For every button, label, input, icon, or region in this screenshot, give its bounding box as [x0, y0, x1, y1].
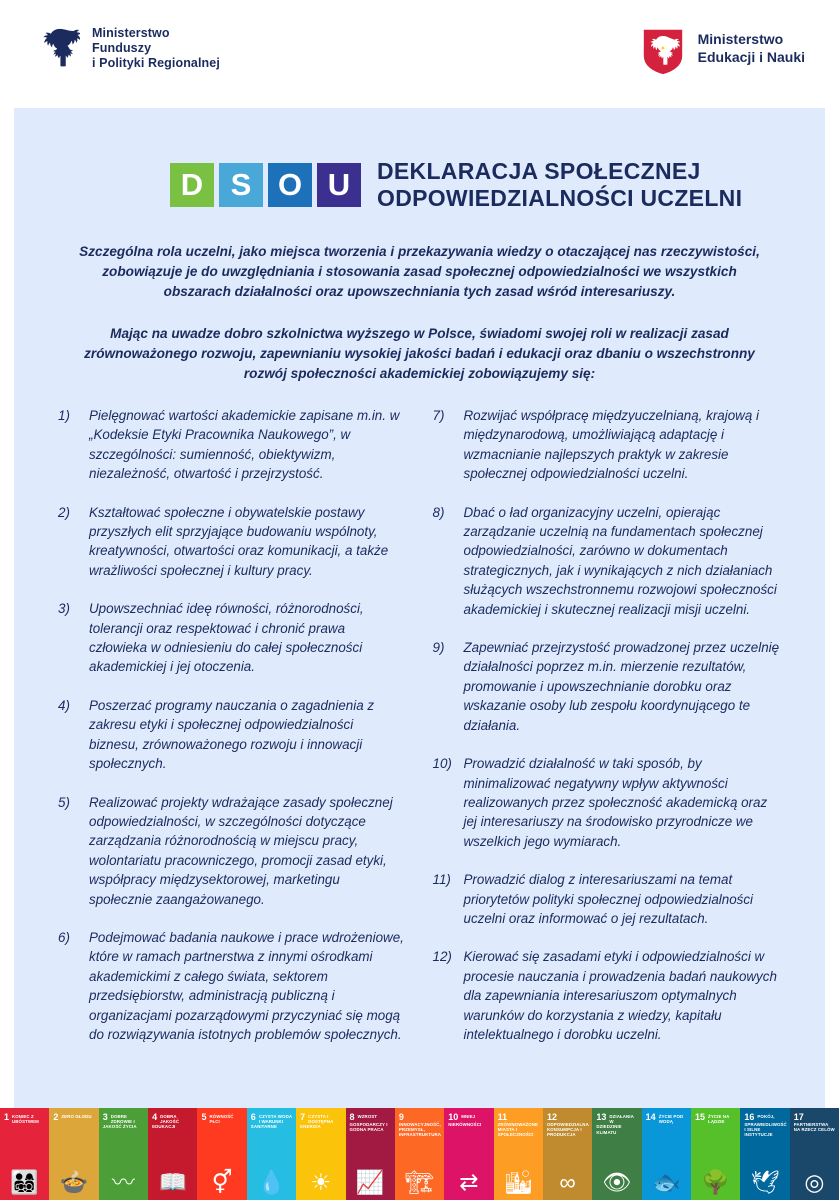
- document-header: [0, 0, 839, 100]
- item-number: 11): [432, 872, 451, 888]
- list-item: [58, 503, 407, 581]
- sdg-goal-label: INNOWACYJNOŚĆ, PRZEMYSŁ, INFRASTRUKTURA: [398, 1122, 442, 1138]
- page-title: [377, 158, 742, 212]
- list-item: [433, 870, 782, 928]
- sdg-goal-16: [740, 1108, 789, 1200]
- sdg-goal-icon: 💧: [257, 1169, 286, 1195]
- item-number: 5): [58, 794, 70, 810]
- sdg-goal-number: 5: [201, 1112, 207, 1122]
- sdg-goal-number: 2: [53, 1112, 59, 1122]
- list-item: [433, 754, 782, 851]
- item-text: Realizować projekty wdrażające zasady społecznej odpowiedzialności, w szczególności dotyczące zarządzania różnorodnością w miejscu pracy, wolontariatu pracowniczego, promocji zasad etyki, współpracy międzysektorowej, marketingu społecznie zaangażowanego.: [89, 794, 393, 907]
- sdg-goal-label: KONIEC Z UBÓSTWEM: [12, 1114, 39, 1125]
- item-text: Upowszechniać ideę równości, różnorodności, tolerancji oraz respektować i chronić prawa człowieka w odniesieniu do całej społeczności akademickiej i jej otoczenia.: [89, 601, 364, 675]
- sdg-goal-icon: 🍲: [59, 1169, 89, 1195]
- ministry-funds-name: [92, 26, 220, 71]
- sdg-goal-number: 14: [645, 1112, 656, 1122]
- dsou-letter-d: D: [170, 163, 214, 207]
- sdg-goal-12: [543, 1108, 592, 1200]
- sdg-goal-3: [99, 1108, 148, 1200]
- sdg-goal-5: [197, 1108, 246, 1200]
- item-text: Rozwijać współpracę międzyuczelnianą, krajową i międzynarodową, umożliwiającą adaptację i wzmacnianie najlepszych praktyk w zakresie społecznej odpowiedzialności uczelni.: [463, 408, 759, 482]
- sdg-goal-label: POKÓJ, SPRAWIEDLIWOŚĆ I SILNE INSTYTUCJE: [744, 1114, 787, 1138]
- item-number: 9): [432, 640, 445, 656]
- sdg-goal-number: 12: [546, 1112, 557, 1122]
- sdg-goal-number: 8: [349, 1112, 355, 1122]
- sdg-goal-number: 11: [497, 1112, 508, 1122]
- ministry-funds-line2: Funduszy: [92, 41, 152, 55]
- list-item: [58, 406, 407, 484]
- list-item: [433, 503, 782, 619]
- sdg-goal-label: CZYSTA I DOSTĘPNA ENERGIA: [300, 1114, 334, 1130]
- commitments-list-right: [433, 406, 782, 1044]
- sdg-goal-14: [642, 1108, 691, 1200]
- sdg-goal-icon: 🏙: [503, 1169, 533, 1195]
- sdg-goal-number: 4: [152, 1112, 158, 1122]
- item-number: 12): [432, 949, 452, 965]
- sdg-goal-7: [296, 1108, 345, 1200]
- item-text: Dbać o ład organizacyjny uczelni, opierając zarządzanie uczelnią na fundamentach społecznej odpowiedzialności, zarówno w dokumentach strategicznych, jak i wynikających z nich działaniach służących wszechstronnemu rozwojowi społeczności akademickiej i skutecznej realizacji misji uczelni.: [463, 504, 777, 617]
- item-number: 7): [432, 408, 445, 423]
- ministry-education-name: [698, 26, 805, 66]
- sdg-goal-number: 9: [398, 1112, 404, 1122]
- sdg-goal-number: 15: [695, 1112, 706, 1122]
- ministry-education-line2: Edukacji i Nauki: [697, 49, 805, 65]
- ministry-education-line1: Ministerstwo: [697, 31, 784, 47]
- dsou-letter-u: U: [317, 163, 361, 207]
- item-number: 1): [58, 408, 70, 423]
- dsou-letter-o: O: [268, 163, 312, 207]
- sdg-goal-10: [444, 1108, 493, 1200]
- sdg-goal-2: [49, 1108, 98, 1200]
- dsou-logo: [170, 163, 361, 207]
- sdg-goals-strip: [0, 1108, 839, 1200]
- sdg-goal-icon: ☀: [310, 1169, 332, 1195]
- sdg-goal-number: 17: [793, 1112, 804, 1122]
- sdg-goal-icon: 📈: [355, 1169, 385, 1195]
- sdg-goal-9: [395, 1108, 444, 1200]
- list-item: [58, 696, 407, 774]
- sdg-goal-number: 16: [744, 1112, 755, 1122]
- sdg-goal-icon: 👨‍👩‍👧‍👦: [10, 1169, 39, 1195]
- page-title-line1: DEKLARACJA SPOŁECZNEJ: [377, 158, 701, 184]
- item-text: Prowadzić dialog z interesariuszami na temat priorytetów polityki społecznej odpowiedzialności uczelni oraz informować o jej rezultatach.: [463, 872, 754, 926]
- list-item: [433, 947, 782, 1044]
- sdg-goal-label: ŻYCIE NA LĄDZIE: [708, 1114, 730, 1125]
- sdg-goal-number: 1: [4, 1112, 10, 1122]
- sdg-goal-icon: 〰: [111, 1169, 135, 1195]
- sdg-goal-icon: ◎: [804, 1169, 825, 1195]
- item-text: Kierować się zasadami etyki i odpowiedzialności w procesie nauczania i prowadzenia badań naukowych dla zapewniania interesariuszom optymalnych warunków do korzystania z wiedzy, kapitału intelektualnego i dorobku uczelni.: [463, 949, 777, 1042]
- sdg-goal-icon: ⚥: [211, 1169, 233, 1195]
- sdg-goal-1: [0, 1108, 49, 1200]
- list-item: [58, 599, 407, 677]
- sdg-goal-13: [592, 1108, 641, 1200]
- item-text: Prowadzić działalność w taki sposób, by minimalizować negatywny wpływ aktywności realizowanych przez społeczność akademicką oraz jej interesariuszy na środowisko przyrodnicze we wszelkich jego wymiarach.: [463, 756, 768, 849]
- page-title-line2: ODPOWIEDZIALNOŚCI UCZELNI: [377, 185, 743, 211]
- intro-paragraph-2: Mając na uwadze dobro szkolnictwa wyższego w Polsce, świadomi swojej roli w realizacji zasad zrównoważonego rozwoju, zapewnianiu wysokiej jakości badań i edukacji oraz dbaniu o wszechstronny rozwój społeczności akademickiej zobowiązujemy się:: [84, 326, 755, 381]
- item-number: 10): [432, 756, 452, 772]
- sdg-goal-number: 6: [250, 1112, 256, 1122]
- sdg-goal-label: RÓWNOŚĆ PŁCI: [209, 1114, 234, 1125]
- sdg-goal-number: 7: [300, 1112, 306, 1122]
- sdg-goal-icon: 🐟: [652, 1169, 681, 1195]
- sdg-goal-icon: ∞: [559, 1169, 576, 1195]
- sdg-goal-11: [494, 1108, 543, 1200]
- item-number: 2): [58, 504, 70, 520]
- sdg-goal-label: ZRÓWNOWAŻONE MIASTA I SPOŁECZNOŚCI: [497, 1122, 539, 1138]
- sdg-goal-17: [790, 1108, 839, 1200]
- sdg-goal-label: ODPOWIEDZIALNA KONSUMPCJA I PRODUKCJA: [546, 1122, 589, 1138]
- sdg-goal-label: PARTNERSTWA NA RZECZ CELÓW: [793, 1122, 835, 1133]
- sdg-goal-label: DOBRE ZDROWIE I JAKOŚĆ ŻYCIA: [102, 1114, 137, 1130]
- commitments-columns: [58, 406, 781, 1063]
- sdg-goal-icon: 🏗: [404, 1169, 435, 1195]
- sdg-goal-icon: 🕊: [750, 1169, 780, 1195]
- commitments-list-left: [58, 406, 407, 1044]
- sdg-goal-label: MNIEJ NIERÓWNOŚCI: [448, 1114, 482, 1127]
- item-text: Podejmować badania naukowe i prace wdrożeniowe, które w ramach partnerstwa z innymi ośrodkami akademickimi z całego świata, sektorem przedsiębiorstw, administracją publiczną i organizacjami pozarządowymi przyczyniać się mogą do rozwiązywania istotnych problemów społecznych.: [89, 929, 404, 1042]
- sdg-goal-6: [247, 1108, 296, 1200]
- list-item: [58, 928, 407, 1044]
- ministry-funds-line3: i Polityki Regionalnej: [92, 56, 220, 70]
- sdg-goal-label: WZROST GOSPODARCZY I GODNA PRACA: [349, 1114, 388, 1133]
- sdg-goal-label: ZERO GŁODU: [61, 1114, 92, 1119]
- sdg-goal-icon: 📖: [158, 1169, 188, 1195]
- ministry-funds-line1: Ministerstwo: [92, 26, 170, 40]
- ministry-funds-logo: [40, 26, 220, 72]
- item-text: Zapewniać przejrzystość prowadzonej przez uczelnię działalności poprzez m.in. mierzenie rezultatów, promowanie i upowszechnianie dorobku oraz wskazanie osoby lub zespołu koordynującego te działania.: [463, 640, 780, 733]
- sdg-goal-number: 3: [102, 1112, 108, 1122]
- sdg-goal-label: DOBRA JAKOŚĆ EDUKACJI: [152, 1114, 179, 1130]
- sdg-goal-icon: 👁: [602, 1169, 632, 1195]
- dsou-logo-row: [58, 158, 781, 212]
- list-item: [433, 406, 782, 484]
- declaration-panel: [14, 108, 825, 1108]
- item-number: 6): [58, 929, 70, 945]
- sdg-goal-4: [148, 1108, 197, 1200]
- sdg-goal-15: [691, 1108, 740, 1200]
- sdg-goal-8: [346, 1108, 395, 1200]
- polish-eagle-mono-icon: [40, 26, 80, 72]
- item-text: Pielęgnować wartości akademickie zapisane m.in. w „Kodeksie Etyki Pracownika Naukowego”, w szczególności: sumienność, obiektywizm, niezależność, otwartość i przejrzystość.: [89, 408, 400, 482]
- item-number: 8): [432, 504, 445, 520]
- commitments-column-right: [433, 406, 782, 1063]
- commitments-column-left: [58, 406, 407, 1063]
- sdg-goal-icon: 🌳: [701, 1169, 731, 1195]
- sdg-goal-label: CZYSTA WODA I WARUNKI SANITARNE: [250, 1114, 292, 1130]
- ministry-education-logo: [640, 26, 805, 76]
- list-item: [58, 793, 407, 909]
- item-text: Poszerzać programy nauczania o zagadnienia z zakresu etyki i społecznej odpowiedzialności biznesu, zrównoważonego rozwoju i innowacji społecznych.: [89, 697, 375, 772]
- item-text: Kształtować społeczne i obywatelskie postawy przyszłych elit sprzyjające budowaniu wspólnoty, kreatywności, otwartości oraz komunikacji, a także wrażliwości społecznej i kultury pracy.: [89, 504, 389, 578]
- sdg-goal-number: 13: [596, 1112, 607, 1122]
- intro-paragraph-1: Szczególna rola uczelni, jako miejsca tworzenia i przekazywania wiedzy o otaczającej nas rzeczywistości, zobowiązuje je do uwzględniania i stosowania zasad społecznej odpowiedzialności we wszystkich obszarach działalności oraz upowszechniania tych zasad wśród interesariuszy.: [79, 244, 760, 299]
- sdg-goal-number: 10: [448, 1112, 459, 1122]
- dsou-letter-s: S: [219, 163, 263, 207]
- sdg-goal-label: DZIAŁANIA W DZIEDZINIE KLIMATU: [596, 1114, 634, 1135]
- polish-coat-of-arms-icon: [640, 26, 686, 76]
- list-item: [433, 638, 782, 735]
- item-number: 4): [58, 697, 70, 713]
- item-number: 3): [58, 601, 70, 617]
- sdg-goal-icon: ⇄: [459, 1169, 479, 1195]
- sdg-goal-label: ŻYCIE POD WODĄ: [658, 1114, 684, 1125]
- intro-section: [58, 242, 781, 384]
